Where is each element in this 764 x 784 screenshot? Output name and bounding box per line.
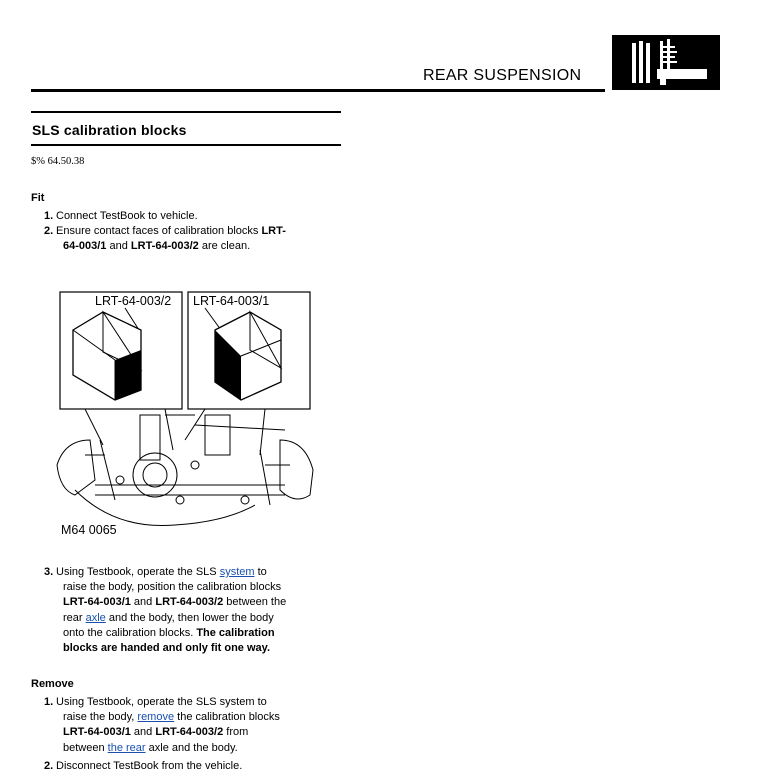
block-label-right: LRT-64-003/1: [193, 294, 270, 308]
system-link[interactable]: system: [219, 566, 255, 578]
block-label-left: LRT-64-003/2: [95, 294, 172, 308]
fit-step-2: 2. Ensure contact faces of calibration blocks LRT- 64-003/1 and LRT-64-003/2 are clean.: [44, 225, 286, 253]
title-rule-bottom: [31, 144, 341, 146]
operation-reference: $% 64.50.38: [31, 156, 85, 167]
fit-step-3: 3. Using Testbook, operate the SLS system to raise the body, position the calibration blocks LRT-64-003/1 and LRT-64-003/2 between the rear axle and the body, then lower the body onto the calibration blocks. The calibration blocks are handed and only fit one way.: [44, 566, 287, 655]
section-title: REAR SUSPENSION: [423, 67, 582, 84]
remove-step-2: 2. Disconnect TestBook from the vehicle.: [44, 760, 243, 772]
header-rule: [31, 89, 605, 92]
fit-heading: Fit: [31, 192, 45, 204]
fit-step-1: 1. Connect TestBook to vehicle.: [44, 210, 198, 222]
calibration-blocks-diagram: [55, 290, 315, 545]
axle-link[interactable]: axle: [85, 611, 106, 624]
remove-step-1: 1. Using Testbook, operate the SLS system to raise the body, remove the calibration blocks LRT-64-003/1 and LRT-64-003/2 from between the rear axle and the body.: [44, 696, 280, 754]
suspension-spring-icon: [612, 35, 720, 90]
the-rear-link[interactable]: the rear: [107, 741, 146, 754]
figure-caption: M64 0065: [61, 523, 117, 537]
remove-heading: Remove: [31, 678, 74, 690]
title-rule-top: [31, 111, 341, 113]
page-title: SLS calibration blocks: [32, 122, 187, 138]
remove-link[interactable]: remove: [137, 711, 175, 724]
